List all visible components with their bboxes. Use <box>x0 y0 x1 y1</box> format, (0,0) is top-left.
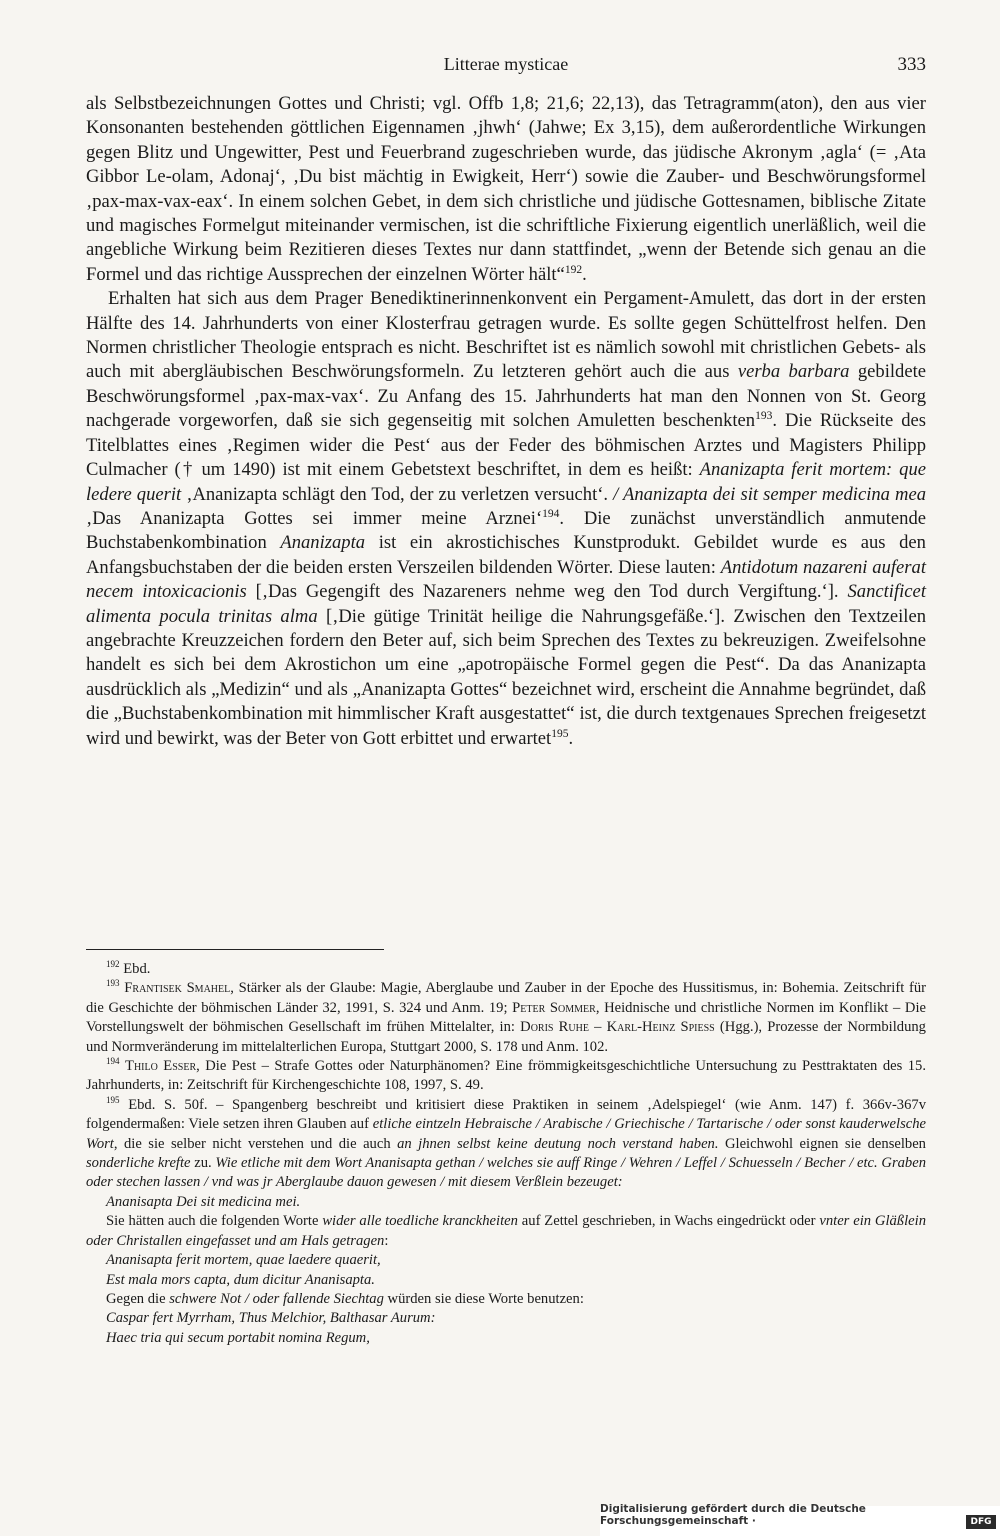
text-run: Ebd. S. 50f. – Spangenberg beschreibt und kritisiert diese Praktiken in seinem ‚Adelspiegel‘ (wie Anm. 147) f. 366v-367v folgendermaßen: Viele setzen ihren Glauben auf <box>86 1096 926 1133</box>
author-name: Peter Sommer <box>512 999 596 1016</box>
author-name: Frantisek Smahel <box>124 980 231 997</box>
footnote-192 <box>86 960 926 979</box>
text-run: , Die Pest – Strafe Gottes oder Naturphänomen? Eine frömmigkeitsgeschichtliche Untersuchung zu Pesttraktaten des 15. Jahrhunderts, in: Zeitschrift für Kirchengeschichte 108, 1997, S. 49. <box>86 1058 926 1094</box>
italic-run: Antidotum nazareni auferat necem intoxicacionis <box>86 556 926 603</box>
running-title: Litterae mysticae <box>443 54 569 74</box>
text-run: ‚Das Ananizapta Gottes sei immer meine Arznei‘ <box>86 507 543 529</box>
footnote-quote <box>86 1271 926 1290</box>
footnote-quote <box>86 1251 926 1270</box>
text-run: ist ein akrostichisches Kunstprodukt. Gebildet wurde es aus den Anfangsbuchstaben der die beiden ersten Verszeilen bildenden Wörter. Diese lauten: <box>86 532 926 578</box>
main-text <box>86 92 926 751</box>
footnote-ref-193[interactable]: 193 <box>755 410 773 423</box>
text-run: [‚Das Gegengift des Nazareners nehme weg den Tod durch Vergiftung.‘]. <box>246 581 848 603</box>
italic-run: Ananisapta ferit mortem, quae laedere quaerit, <box>106 1252 381 1269</box>
footnote-193 <box>86 979 926 1057</box>
paragraph-2 <box>86 287 926 751</box>
italic-run: an jhnen selbst keine deutung noch verstand haben. <box>397 1135 719 1152</box>
author-name: Thilo Esser <box>125 1058 197 1075</box>
footnote-ref-195[interactable]: 195 <box>551 727 569 740</box>
text-run: , die sie selber nicht verstehen und die auch <box>113 1135 398 1152</box>
text-run: als Selbstbezeichnungen Gottes und Christi; vgl. Offb 1,8; 21,6; 22,13), das Tetragramm(aton), den aus vier Konsonanten bestehenden göttlichen Eigennamen ‚jhwh‘ (Jahwe; Ex 3,15), dem außerordentliche Wirkungen gegen Blitz und Ungewitter, Pest und Feuerbrand zugeschrieben wurde, das jüdische Akronym ‚agla‘ (= ‚Ata Gibbor Le-olam, Adonaj‘, ‚Du bist mächtig in Ewigkeit, Herr‘) sowie die Zauber- und Beschwörungsformel ‚pax-max-vax-eax‘. In einem solchen Gebet, in dem sich christliche und jüdische Gottesnamen, biblische Zitate und magisches Formelgut miteinander vermischen, ist die schriftliche Fixierung eigentlich unerläßlich, weil die angebliche Wirkung beim Rezitieren dieses Textes nur dann stattfindet, „wenn der Betende sich genau an die Formel und das richtige Aussprechen der einzelnen Wörter hält“ <box>86 93 926 285</box>
footnote-quote <box>86 1193 926 1212</box>
page-number: 333 <box>897 54 926 75</box>
italic-run: Wie etliche mit dem Wort Ananisapta gethan / welches sie auff Ringe / Wehren / Leffel / Schuesseln / Becher / etc. Graben oder stechen lassen / vnd was jr Aberglaube dauon gewesen / mit diesem Verßlein bezeuget: <box>86 1155 926 1191</box>
footnote-quote <box>86 1329 926 1348</box>
footnote-number: 195 <box>106 1094 120 1105</box>
italic-run: etliche eintzeln Hebraische / Arabische / Griechische / Tartarische / oder sonst kauderwelsche Wort <box>86 1116 927 1152</box>
text-run: zu. <box>190 1155 216 1172</box>
text-run: , Stärker als der Glaube: Magie, Aberglaube und Zauber in der Epoche des Hussitismus, in: Bohemia. Zeitschrift für die Geschichte der böhmischen Länder 32, 1991, S. 324 und Anm. 19; <box>86 980 926 1016</box>
italic-run: schwere Not / oder fallende Siechtag <box>169 1290 384 1307</box>
text-run: . <box>582 263 587 285</box>
italic-run: Sanctificet alimenta pocula trinitas alma <box>86 581 926 627</box>
footnote-ref-192[interactable]: 192 <box>564 263 583 276</box>
page-header <box>86 54 926 80</box>
footnote-194 <box>86 1057 926 1096</box>
text-run: würden sie diese Worte benutzen: <box>383 1290 584 1307</box>
text-run: [‚Die gütige Trinität heilige die Nahrungsgefäße.‘]. Zwischen den Textzeilen angebrachte Kreuzzeichen fordern den Beter auf, sich beim Sprechen des Textes zu bekreuzigen. Zweifelsohne handelt es sich bei dem Akrostichon um eine „apotropäische Formel gegen die Pest“. Da das Ananizapta ausdrücklich als „Medizin“ und als „Ananizapta Gottes“ bezeichnet wird, erscheint die Annahme begründet, daß die „Buchstabenkombination mit himmlischer Kraft ausgestattet“ ist, die durch textgenaues Sprechen freigesetzt wird und bewirkt, was der Beter von Gott erbittet und erwartet <box>86 605 926 749</box>
text-run: gebildete Beschwörungsformel ‚pax-max-vax‘. Zu Anfang des 15. Jahrhunderts hat man den Nonnen von St. Georg nachgerade vorgeworfen, daß sie sich gegenseitig mit solchen Amuletten beschenkten <box>86 361 927 432</box>
footnote-separator <box>86 949 384 950</box>
italic-run: Ananizapta ferit mortem: que ledere querit <box>86 459 926 505</box>
footnote-195 <box>86 1096 926 1193</box>
author-name: Doris Ruhe – Karl-Heinz Spiess <box>520 1019 715 1036</box>
italic-run: sonderliche krefte <box>86 1155 191 1172</box>
footnote-number: 192 <box>106 959 120 970</box>
footnote-number: 194 <box>106 1056 120 1067</box>
text-run: (Hgg.), Prozesse der Normbildung und Normveränderung im mittelalterlichen Europa, Stuttgart 2000, S. 178 und Anm. 102. <box>86 1019 926 1055</box>
footnote-195-continued <box>86 1290 926 1309</box>
text-run: Gegen die <box>106 1290 170 1307</box>
italic-run: Haec tria qui secum portabit nomina Regum, <box>106 1329 370 1346</box>
italic-run: Ananizapta <box>280 532 366 554</box>
paragraph-1 <box>86 92 926 287</box>
footnote-quote <box>86 1309 926 1328</box>
italic-run: Est mala mors capta, dum dicitur Ananisapta. <box>106 1271 375 1288</box>
dfg-logo: DFG <box>966 1515 996 1529</box>
digitization-footer <box>600 1503 1000 1536</box>
italic-run: Ananisapta Dei sit medicina mei. <box>106 1193 301 1210</box>
text-run: Erhalten hat sich aus dem Prager Benediktinerinnenkonvent ein Pergament-Amulett, das dort in der ersten Hälfte des 14. Jahrhunderts von einer Klosterfrau getragen wurde. Es sollte gegen Schüttelfrost helfen. Den Normen christlicher Theologie entsprach es nicht. Beschriftet ist es nämlich sowohl mit christlichen Gebets- als auch mit abergläubischen Beschwörungsformeln. Zu letzteren gehört auch die aus <box>86 288 926 383</box>
italic-run: Caspar fert Myrrham, Thus Melchior, Balthasar Aurum: <box>106 1310 436 1327</box>
text-run: ‚Ananizapta schlägt den Tod, der zu verletzen versucht‘. <box>181 483 614 505</box>
text-run: auf Zettel geschrieben, in Wachs eingedrückt oder <box>517 1213 820 1230</box>
italic-run: wider alle toedliche kranckheiten <box>322 1213 518 1230</box>
text-run: . Die Rückseite des Titelblattes eines ‚Regimen wider die Pest‘ aus der Feder des böhmischen Arztes und Magisters Philipp Culmacher († um 1490) ist mit einem Gebetstext beschriftet, in dem es heißt: <box>86 410 926 481</box>
italic-run: vnter ein Gläßlein oder Christallen eingefasset und am Hals getragen <box>86 1213 926 1249</box>
footnote-195-continued <box>86 1212 926 1251</box>
text-run: Ebd. <box>119 961 151 977</box>
footnote-number: 193 <box>106 978 120 989</box>
funding-notice: Digitalisierung gefördert durch die Deutsche Forschungsgemeinschaft · <box>600 1503 866 1527</box>
italic-run: / Ananizapta dei sit semper medicina mea <box>613 483 926 505</box>
italic-run: verba barbara <box>737 361 850 383</box>
text-run: . <box>568 727 574 749</box>
text-run: Sie hätten auch die folgenden Worte <box>106 1213 323 1230</box>
footnote-ref-194[interactable]: 194 <box>542 507 560 520</box>
text-run: Gleichwohl eignen sie denselben <box>718 1135 926 1152</box>
text-run: : <box>384 1232 389 1249</box>
text-run: . Die zunächst unverständlich anmutende Buchstabenkombination <box>86 507 926 554</box>
footnotes <box>86 960 926 1348</box>
text-run: , Heidnische und christliche Normen im Konflikt – Die Vorstellungswelt der böhmischen Gesellschaft im frühen Mittelalter, in: <box>86 999 926 1036</box>
